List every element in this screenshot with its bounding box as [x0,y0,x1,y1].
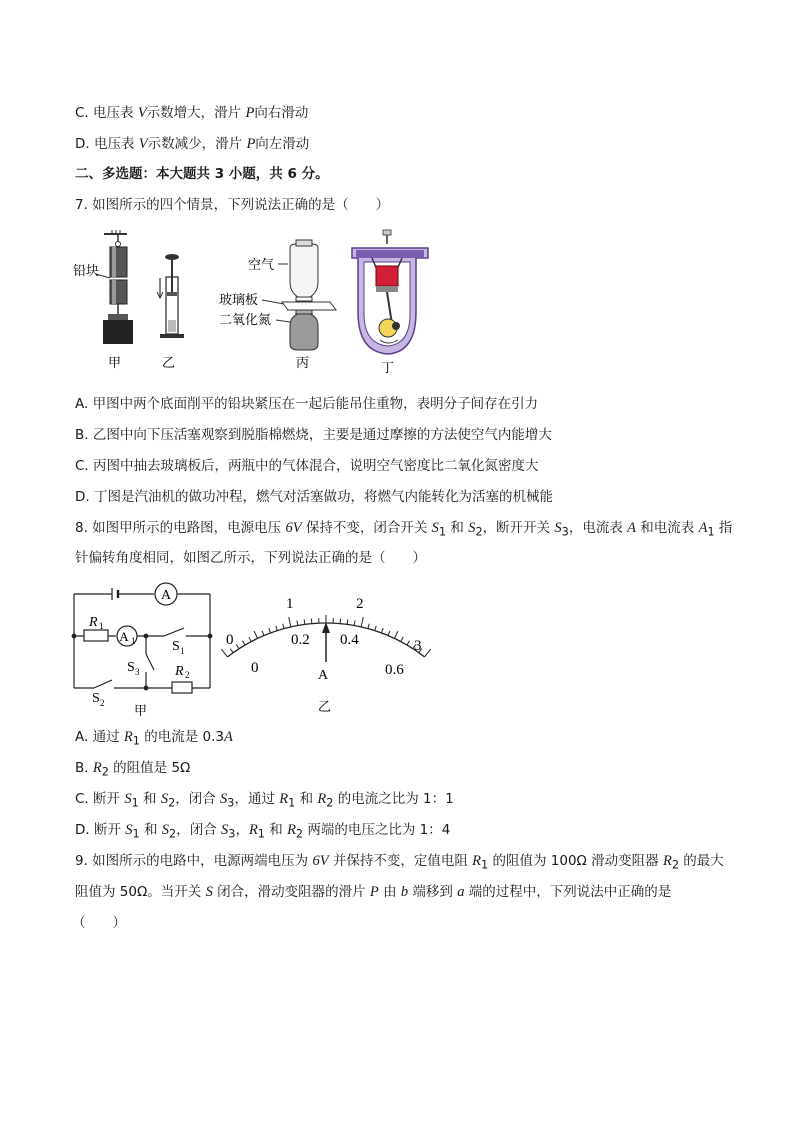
meter-tick [269,628,271,633]
q7-option-d: D. 丁图是汽油机的做功冲程，燃气对活塞做功，将燃气内能转化为活塞的机械能 [75,489,553,505]
label-no2: 二氧化氮 [219,313,272,328]
label-glass: 玻璃板 [219,293,259,308]
q6-option-d: D. 电压表 V示数减少，滑片 P向左滑动 [75,136,310,152]
q9-stem-line3: （ ） [72,915,126,931]
gas-diffusion-figure [219,240,336,371]
q9-stem-line1: 9. 如图所示的电路中，电源两端电压为 6V 并保持不变，定值电阻 $R_1$ 的阻值为 100Ω 滑动变阻器 $R_2$ 的最大 [75,853,724,872]
meter-tick [394,631,397,638]
label-lead: 铅块 [73,264,100,279]
engine-figure [352,230,428,376]
meter-tick [354,621,355,626]
s1-sub: 1 [180,646,185,656]
meter-tick [249,637,251,641]
s2-sub: 2 [100,698,105,708]
q8-option-a: A. 通过 $R_1$ 的电流是 0.3A [75,729,233,748]
q8-option-d: D. 断开 $S_1$ 和 $S_2$，闭合 $S_3$，$R_1$ 和 $R_2$ 两端的电压之比为 1：4 [75,822,451,841]
q8-figure [0,578,794,718]
s1-label: S [172,639,180,654]
s2-label: S [92,691,100,706]
meter-bottom-tick-0: 0 [251,660,259,676]
q6-option-c: C. 电压表 V示数增大，滑片 P向右滑动 [75,105,309,121]
meter-tick [289,617,291,627]
meter-tick [297,621,298,626]
meter-tick [361,617,363,627]
meter-tick [401,637,403,641]
meter-tick [276,626,278,631]
meter-tick [283,624,284,629]
r1-sub: 1 [99,621,104,631]
q9-stem-line2: 阻值为 50Ω。当开关 S 闭合，滑动变阻器的滑片 P 由 b 端移到 a 端的过程中，下列说法中正确的是 [75,884,672,900]
ammeter-dial [221,596,430,715]
label-jia: 甲 [108,356,122,371]
meter-tick [368,624,369,629]
meter-tick [381,628,383,633]
meter-tick [304,619,305,624]
q7-option-a: A. 甲图中两个底面削平的铅块紧压在一起后能吊住重物，表明分子间存在引力 [75,396,539,412]
ammeter-a1-sub: 1 [131,636,136,646]
r1-label: R [89,615,98,630]
q7-stem: 7. 如图所示的四个情景，下列说法正确的是（ ） [75,197,390,213]
circuit-caption: 甲 [134,704,148,718]
meter-tick [375,626,377,631]
meter-needle-label: A [318,668,329,683]
q8-option-c: C. 断开 $S_1$ 和 $S_2$，闭合 $S_3$，通过 $R_1$ 和 $R_2$ 的电流之比为 1：1 [75,791,454,810]
q8-stem-line2: 针偏转角度相同，如图乙所示，下列说法正确的是（ ） [75,550,426,566]
meter-tick [262,631,264,636]
label-yi: 乙 [162,356,176,371]
meter-caption: 乙 [318,700,332,715]
meter-tick [243,641,246,645]
label-air: 空气 [248,258,275,273]
circuit-diagram [72,583,212,693]
meter-tick [254,631,257,638]
q7-figure [0,222,794,382]
q8-stem-line1: 8. 如图甲所示的电路图，电源电压 6V 保持不变，闭合开关 $S_1$ 和 $S_2$，断开开关 $S_3$，电流表 A 和电流表 $A_1$ 指 [75,520,733,539]
meter-tick [407,641,410,645]
s3-sub: 3 [135,667,140,677]
meter-tick [388,631,390,636]
meter-top-tick-3: 3 [414,638,422,654]
lead-blocks-figure [73,230,133,371]
piston-cylinder-figure [157,254,184,371]
meter-bottom-tick-1: 0.2 [291,632,310,648]
meter-bottom-tick-2: 0.4 [340,632,359,648]
ammeter-a-label: A [160,588,172,603]
meter-tick [221,649,227,657]
meter-tick [230,649,233,653]
s3-label: S [127,660,135,675]
meter-tick [425,649,431,657]
q7-option-b: B. 乙图中向下压活塞观察到脱脂棉燃烧，主要是通过摩擦的方法使空气内能增大 [75,427,552,443]
r2-sub: 2 [185,670,190,680]
meter-tick [347,619,348,624]
meter-tick [236,645,239,649]
r2-label: R [175,664,184,679]
label-ding: 丁 [381,361,395,376]
q8-option-b: B. $R_2$ 的阻值是 5Ω [75,760,191,779]
q7-option-c: C. 丙图中抽去玻璃板后，两瓶中的气体混合，说明空气密度比二氧化氮密度大 [75,458,539,474]
ammeter-a1-label: A [119,629,129,644]
meter-bottom-tick-3: 0.6 [385,662,404,678]
meter-top-tick-0: 0 [226,632,234,648]
meter-top-tick-2: 2 [356,596,364,612]
section-heading-multi-choice: 二、多选题：本大题共 3 小题，共 6 分。 [75,166,329,182]
meter-top-tick-1: 1 [286,596,294,612]
label-bing: 丙 [296,356,310,371]
